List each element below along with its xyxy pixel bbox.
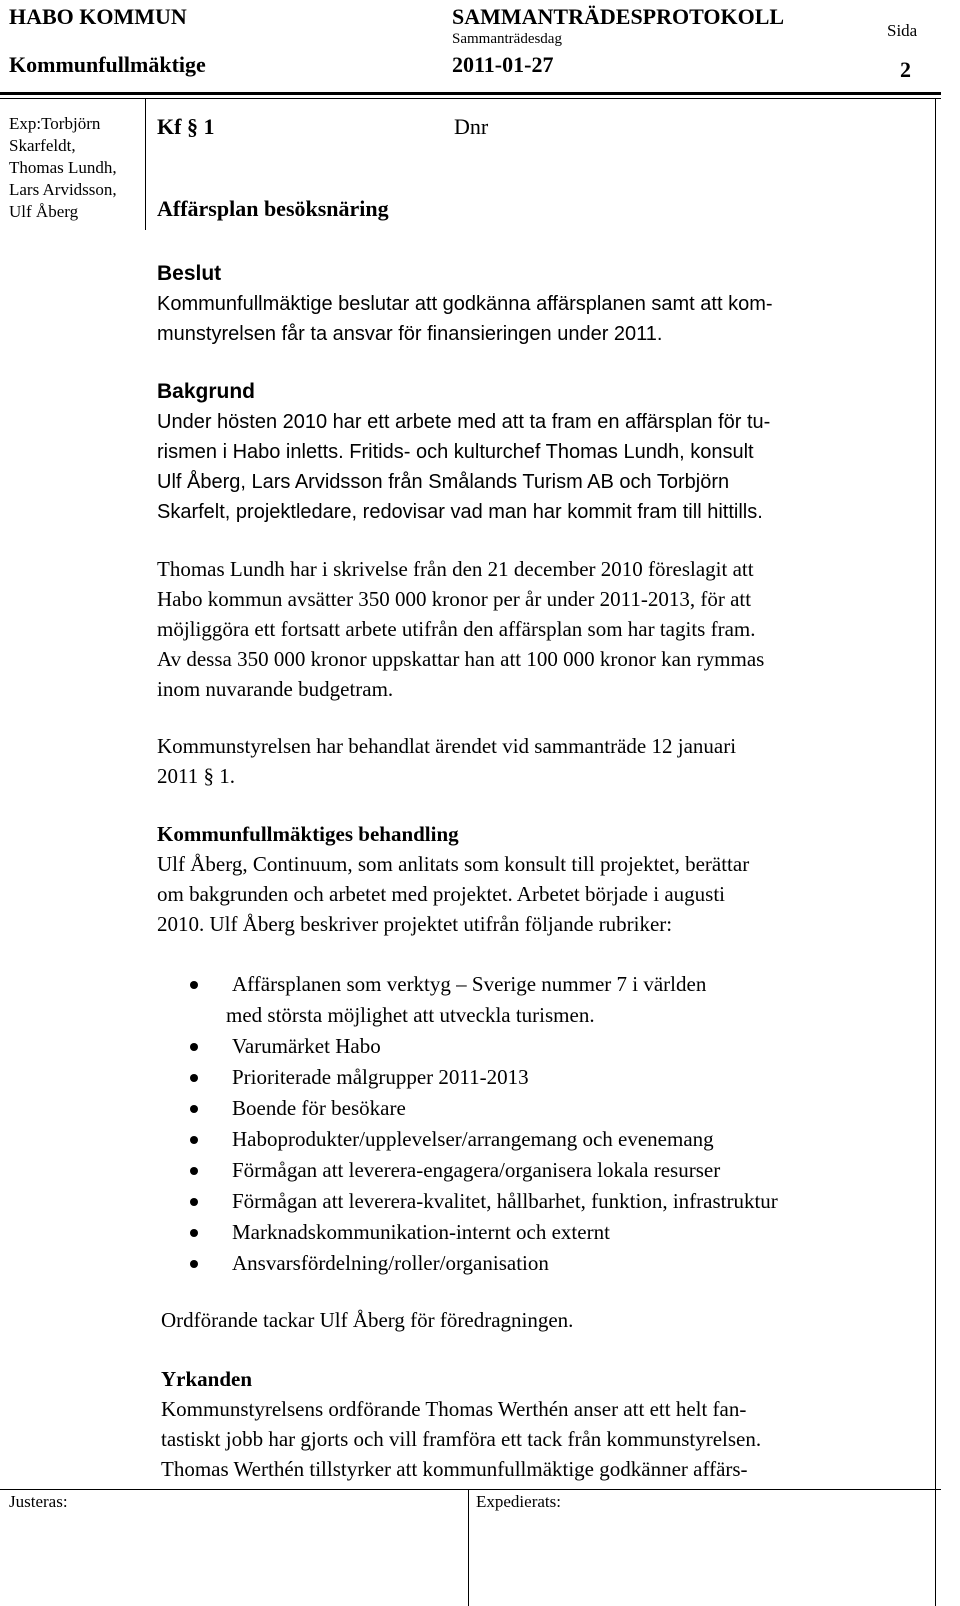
proposal-line: möjliggöra ett fortsatt arbete utifrån den affärsplan som har tagits fram. xyxy=(157,617,756,641)
background-heading: Bakgrund xyxy=(157,380,256,403)
proposal-line: Habo kommun avsätter 350 000 kronor per år under 2011-2013, för att xyxy=(157,587,752,611)
motions-line: Kommunstyrelsens ordförande Thomas Werthén anser att ett helt fan- xyxy=(161,1397,747,1421)
list-item-continuation: med största möjlighet att utveckla turismen. xyxy=(226,1003,595,1027)
council-handling-line: om bakgrunden och arbetet med projektet. Arbetet började i augusti xyxy=(157,882,725,906)
list-item: Förmågan att leverera-kvalitet, hållbarhet, funktion, infrastruktur xyxy=(190,1186,778,1217)
council-handling-line: Ulf Åberg, Continuum, som anlitats som konsult till projektet, berättar xyxy=(157,852,750,876)
right-margin-rule xyxy=(935,99,936,1606)
background-line: rismen i Habo inletts. Fritids- och kulturchef Thomas Lundh, konsult xyxy=(157,441,754,463)
list-item: Haboprodukter/upplevelser/arrangemang och evenemang xyxy=(190,1124,778,1155)
municipality-name: HABO KOMMUN xyxy=(9,4,187,29)
list-item: Ansvarsfördelning/roller/organisation xyxy=(190,1248,778,1279)
motions-section xyxy=(161,1364,921,1484)
background-line: Under hösten 2010 har ett arbete med att ta fram en affärsplan för tu- xyxy=(157,411,771,433)
dnr-label: Dnr xyxy=(454,114,489,139)
bullet-icon xyxy=(190,1043,198,1051)
motions-line: Thomas Werthén tillstyrker att kommunfullmäktige godkänner affärs- xyxy=(161,1457,748,1481)
meeting-date: 2011-01-27 xyxy=(452,52,554,77)
distribution-line: Ulf Åberg xyxy=(9,202,79,221)
distribution-line: Exp:Torbjörn xyxy=(9,114,101,133)
footer-divider xyxy=(468,1489,469,1606)
board-line: Kommunstyrelsen har behandlat ärendet vid sammanträde 12 januari xyxy=(157,734,737,758)
proposal-line: Thomas Lundh har i skrivelse från den 21 december 2010 föreslagit att xyxy=(157,557,754,581)
list-item: Prioriterade målgrupper 2011-2013 xyxy=(190,1062,778,1093)
proposal-line: Av dessa 350 000 kronor uppskattar han att 100 000 kronor kan rymmas xyxy=(157,647,765,671)
date-label: Sammanträdesdag xyxy=(452,31,562,47)
council-handling-line: 2010. Ulf Åberg beskriver projektet utifrån följande rubriker: xyxy=(157,912,673,936)
bullet-icon xyxy=(190,1198,198,1206)
bullet-icon xyxy=(190,1229,198,1237)
closing-line: Ordförande tackar Ulf Åberg för föredragningen. xyxy=(161,1308,574,1332)
bullet-icon xyxy=(190,1136,198,1144)
list-item: Marknadskommunikation-internt och externt xyxy=(190,1217,778,1248)
board-line: 2011 § 1. xyxy=(157,764,235,788)
motions-line: tastiskt jobb har gjorts och vill framföra ett tack från kommunstyrelsen. xyxy=(161,1427,762,1451)
decision-line: munstyrelsen får ta ansvar för finansieringen under 2011. xyxy=(157,323,663,345)
proposal-paragraph xyxy=(157,554,917,704)
expedierats-label: Expedierats: xyxy=(476,1492,561,1511)
council-handling-heading: Kommunfullmäktiges behandling xyxy=(157,822,459,846)
proposal-line: inom nuvarande budgetram. xyxy=(157,677,394,701)
bullet-icon xyxy=(190,1074,198,1082)
closing-paragraph xyxy=(161,1305,921,1335)
list-item: Förmågan att leverera-engagera/organisera lokala resurser xyxy=(190,1155,778,1186)
bullet-icon xyxy=(190,1260,198,1268)
topic-list xyxy=(190,969,778,1279)
list-item: Boende för besökare xyxy=(190,1093,778,1124)
board-paragraph xyxy=(157,731,917,791)
footer-rule xyxy=(0,1489,941,1490)
list-item: Varumärket Habo xyxy=(190,1031,778,1062)
list-item: Affärsplanen som verktyg – Sverige nummer 7 i världen xyxy=(190,969,778,1000)
bullet-icon xyxy=(190,1105,198,1113)
case-title: Affärsplan besöksnäring xyxy=(157,196,389,221)
distribution-line: Thomas Lundh, xyxy=(9,158,117,177)
header-rule-bottom xyxy=(0,98,941,99)
council-name: Kommunfullmäktige xyxy=(9,52,206,77)
bullet-icon xyxy=(190,981,198,989)
page-label: Sida xyxy=(887,21,918,40)
decision-section xyxy=(157,259,917,349)
background-section xyxy=(157,377,917,527)
motions-heading: Yrkanden xyxy=(161,1367,253,1391)
council-handling-section xyxy=(157,819,917,939)
document-type: SAMMANTRÄDESPROTOKOLL xyxy=(452,4,785,29)
case-number: Kf § 1 xyxy=(157,114,215,139)
decision-heading: Beslut xyxy=(157,262,222,285)
bullet-icon xyxy=(190,1167,198,1175)
distribution-line: Skarfeldt, xyxy=(9,136,76,155)
justeras-label: Justeras: xyxy=(9,1492,68,1511)
header-rule-top xyxy=(0,92,941,95)
background-line: Skarfelt, projektledare, redovisar vad man har kommit fram till hittills. xyxy=(157,501,763,523)
page-number: 2 xyxy=(900,57,911,82)
background-line: Ulf Åberg, Lars Arvidsson från Smålands Turism AB och Torbjörn xyxy=(157,471,730,493)
distribution-line: Lars Arvidsson, xyxy=(9,180,117,199)
decision-line: Kommunfullmäktige beslutar att godkänna affärsplanen samt att kom- xyxy=(157,293,773,315)
left-margin-rule xyxy=(145,99,146,230)
distribution-list xyxy=(9,113,117,223)
